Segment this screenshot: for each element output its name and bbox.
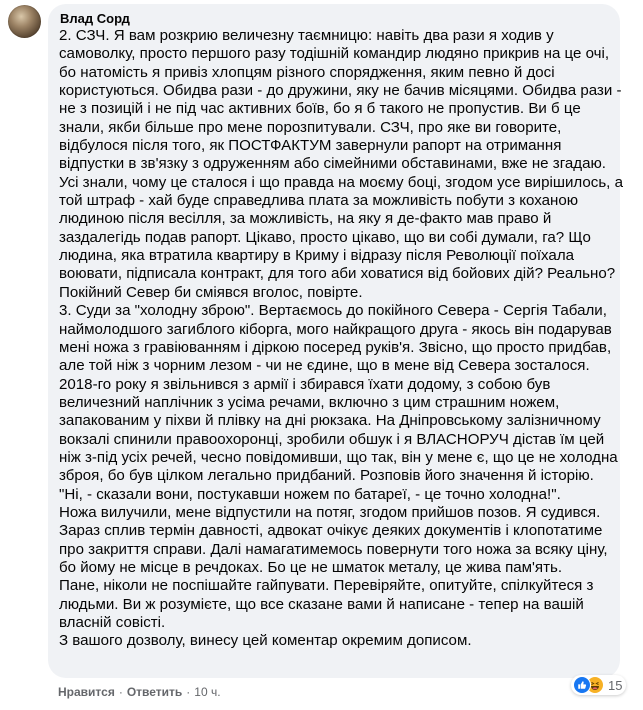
comment-text	[59, 27, 623, 651]
comment-text-line: відпустки в зв'язку з одруженням або сімейними обставинами, вже не згадаю.	[59, 155, 606, 173]
comment-timestamp[interactable]: 10 ч.	[194, 685, 221, 699]
comment-text-line: воювати, підписала контракт, для того аби ховатися від бойових дій? Реально?	[59, 265, 616, 283]
comment-text-line: знали, якби більше про мене порозпитували. СЗЧ, про яке ви говорите,	[59, 118, 562, 136]
reactions-summary[interactable]	[571, 675, 626, 695]
comment-text-line: власній совісті.	[59, 614, 166, 631]
comment-text-line: той штраф - хай буде справедлива плата за можливість побути з коханою	[59, 192, 579, 210]
comment-text-line: людьми. Ви ж розумієте, що все сказане вами й написане - тепер на вашій	[59, 595, 584, 613]
comment-text-line: 2. СЗЧ. Я вам розкрию величезну таємницю: навіть два рази я ходив у	[59, 27, 554, 44]
comment-text-line: користуються. Обидва рази - до дружини, яку не бачив місяцями. Обидва рази -	[59, 82, 622, 100]
comment-text-line: З вашого дозволу, винесу цей коментар окремим дописом.	[59, 632, 472, 650]
comment-text-line: бо йому не місце в речдоках. Бо це не шматок металу, це жива пам'ять.	[59, 558, 563, 576]
author-avatar[interactable]	[8, 5, 41, 38]
comment-text-line: ніж з-під усіх речей, чесно повідомивши, що так, він у мене є, що це не холодна	[59, 448, 618, 466]
like-icon	[573, 676, 591, 694]
comment-text-line: мені ножа з гравіюванням і діркою посеред руків'я. Звісно, що просто придбав,	[59, 338, 612, 356]
comment-text-line: Зараз сплив термін давності, адвокат очікує деяких документів і клопотатиме	[59, 522, 603, 540]
comment-text-line: запакованим у піхви й плівку на дні рюкзака. На Дніпровському залізничному	[59, 412, 601, 430]
reply-link[interactable]: Ответить	[126, 685, 183, 699]
comment-bubble	[48, 4, 623, 678]
separator-dot: ·	[118, 685, 123, 699]
comment-actions	[58, 685, 221, 699]
comment-text-line: вокзалі спинили правоохоронці, зробили обшук і я ВЛАСНОРУЧ дістав їм цей	[59, 430, 605, 448]
comment-text-line: самоволку, просто першого разу тодішній командир людяно прикрив на це очі,	[59, 45, 610, 63]
comment-text-line: величезний наплічник з усіма речами, включно з цим страшним ножем,	[59, 393, 560, 411]
comment-text-line: 3. Суди за "холодну зброю". Вертаємось до покійного Севера - Сергія Табали,	[59, 302, 607, 320]
comment-text-line: Пане, ніколи не поспішайте гайпувати. Перевіряйте, опитуйте, спілкуйтеся з	[59, 577, 594, 595]
comment-text-line: "Ні, - сказали вони, постукавши ножем по батареї, - це точно холодна!".	[59, 485, 561, 503]
comment-text-line: людиною після весілля, за можливість, на яку я де-факто мав право й	[59, 210, 552, 228]
comment-text-line: заздалегідь подав рапорт. Цікаво, просто цікаво, що ви собі думали, га? Що	[59, 228, 591, 246]
comment-text-line: Усі знали, чому це сталося і що правда на моєму боці, згодом усе вирішилось, а	[59, 173, 623, 191]
comment-text-line: Покійний Север би сміявся вголос, повірте.	[59, 283, 363, 301]
reaction-count: 15	[608, 677, 623, 693]
comment-text-line: наймолодшого загиблого кіборга, мого найкращого друга - якось він подарував	[59, 320, 612, 338]
comment-text-line: 2018-го року я звільнився з армії і збирався їхати додому, з собою був	[59, 375, 551, 393]
comment-text-line: про закриття справи. Далі намагатимемось повернути того ножа за всяку ціну,	[59, 540, 608, 558]
comment-text-line: зброя, бо був цілком легально придбаний. Розповів його значення й історію.	[59, 467, 594, 485]
comment-text-line: відбулося після того, як ПОСТФАКТУМ завернули рапорт на отримання	[59, 137, 562, 155]
comment-text-line: не з позицій і не під час активних боїв, бо я б такого не пропустив. Ви б це	[59, 100, 581, 118]
separator-dot: ·	[186, 685, 191, 699]
comment-text-line: людина, яка втратила квартиру в Криму і відразу після Революції поїхала	[59, 247, 575, 265]
like-link[interactable]: Нравится	[58, 685, 115, 699]
comment-text-line: але той ніж з чорним лезом - чи не єдине, що в мене від Севера зосталося.	[59, 357, 590, 375]
comment-text-line: бо натомість я привіз хлопцям різного спорядження, яким певно й досі	[59, 63, 555, 81]
comment-text-line: Ножа вилучили, мене відпустили на потяг, згодом прийшов позов. Я судився.	[59, 503, 601, 521]
comment-author-name[interactable]: Влад Сорд	[60, 11, 130, 26]
